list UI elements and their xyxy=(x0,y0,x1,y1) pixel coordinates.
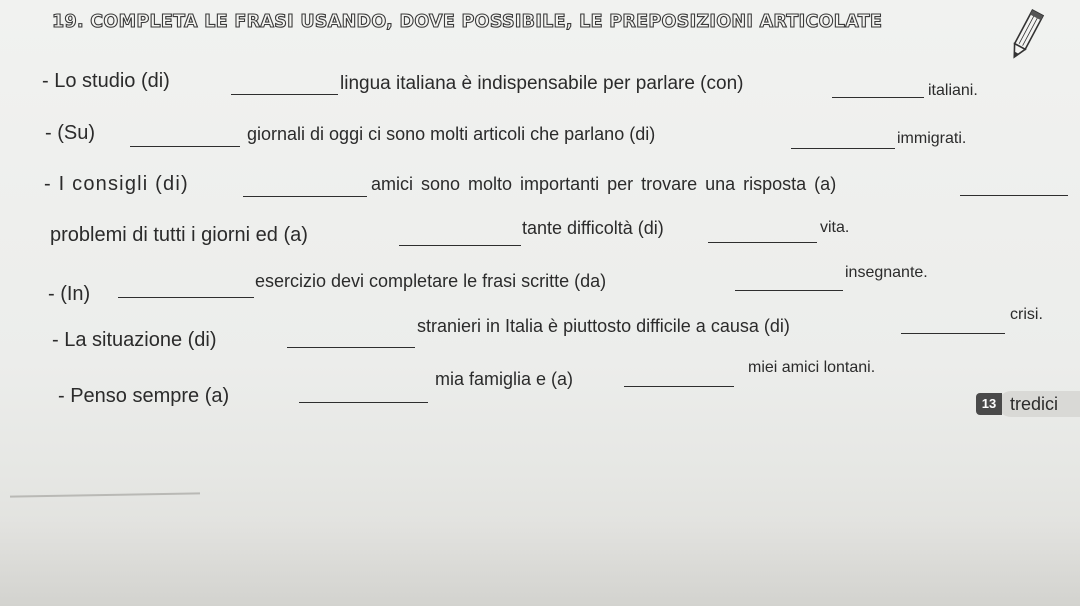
page-number: 13 xyxy=(976,393,1002,415)
blank-6a[interactable] xyxy=(299,402,428,403)
blank-3c[interactable] xyxy=(399,245,521,246)
sentence-3-cont-part-b: tante difficoltà (di) xyxy=(522,218,664,238)
sentence-6-part-a: - Penso sempre (a) xyxy=(58,385,230,407)
blank-1b[interactable] xyxy=(832,97,924,98)
blank-5b[interactable] xyxy=(901,333,1005,334)
blank-4b[interactable] xyxy=(735,290,843,291)
sentence-2-part-a: - (Su) xyxy=(45,122,95,144)
sentence-6-part-c: miei amici lontani. xyxy=(748,359,876,376)
sentence-1-part-b: lingua italiana è indispensabile per parlare (con) xyxy=(340,73,744,94)
sentence-5-part-b: stranieri in Italia è piuttosto difficile a causa (di) xyxy=(417,316,790,336)
sentence-5-part-c: crisi. xyxy=(1010,306,1043,323)
blank-6b[interactable] xyxy=(624,386,734,387)
paper-fold-line xyxy=(10,492,200,497)
blank-2a[interactable] xyxy=(130,146,240,147)
sentence-1-part-c: italiani. xyxy=(928,82,978,99)
sentence-2-part-b: giornali di oggi ci sono molti articoli che parlano (di) xyxy=(247,124,656,144)
blank-5a[interactable] xyxy=(287,347,415,348)
sentence-6-part-b: mia famiglia e (a) xyxy=(435,369,574,389)
sentence-1-part-a: - Lo studio (di) xyxy=(42,70,170,92)
page-number-word: tredici xyxy=(998,391,1080,417)
sentence-4-part-b: esercizio devi completare le frasi scritte (da) xyxy=(255,271,607,291)
page-number-badge xyxy=(976,391,1080,417)
sentence-4-part-c: insegnante. xyxy=(845,264,928,281)
sentence-4-part-a: - (In) xyxy=(48,283,91,305)
blank-4a[interactable] xyxy=(118,297,254,298)
page-lower-area xyxy=(0,520,1080,606)
blank-3d[interactable] xyxy=(708,242,817,243)
exercise-title: 19. COMPLETA LE FRASI USANDO, DOVE POSSIBILE, LE PREPOSIZIONI ARTICOLATE xyxy=(52,12,883,32)
blank-3a[interactable] xyxy=(243,196,367,197)
sentence-3-part-b: amici sono molto importanti per trovare una risposta (a) xyxy=(371,174,837,194)
blank-1a[interactable] xyxy=(231,94,338,95)
sentence-3-part-a: - I consigli (di) xyxy=(44,173,189,195)
sentence-5-part-a: - La situazione (di) xyxy=(52,329,217,351)
blank-2b[interactable] xyxy=(791,148,895,149)
sentence-3-cont-part-c: vita. xyxy=(820,219,850,236)
sentence-2-part-c: immigrati. xyxy=(897,130,967,147)
pencil-icon xyxy=(1005,8,1047,62)
sentence-3-cont-part-a: problemi di tutti i giorni ed (a) xyxy=(50,224,308,246)
blank-3b[interactable] xyxy=(960,195,1068,196)
